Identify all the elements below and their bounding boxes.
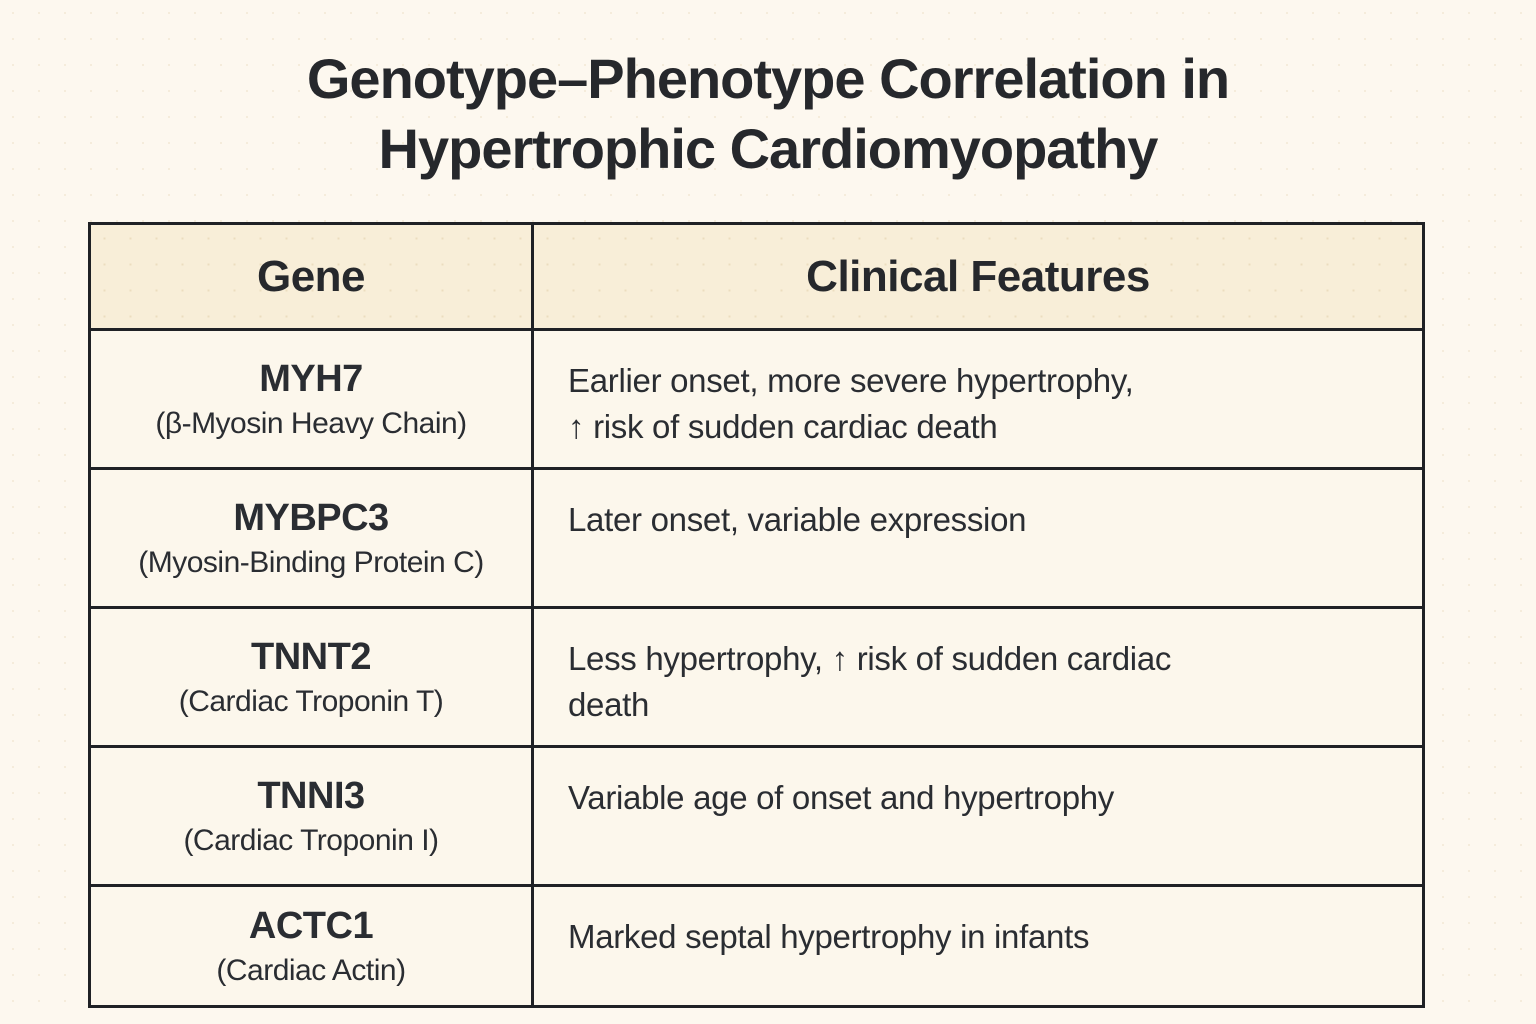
table-row-mybpc3 [90,469,1424,608]
gene-subtitle: (Myosin-Binding Protein C) [138,545,484,579]
clinical-feature-text: death [568,686,650,724]
clinical-features-cell [533,330,1424,469]
clinical-features-cell [533,747,1424,886]
clinical-feature-text: Earlier onset, more severe hypertrophy, [568,362,1134,399]
gene-cell [90,886,533,1007]
table-row-tnnt2 [90,608,1424,747]
clinical-features-cell [533,469,1424,608]
gene-name: MYBPC3 [233,496,389,539]
gene-subtitle: (Cardiac Actin) [216,953,406,987]
gene-name: TNNT2 [251,635,371,678]
gene-subtitle: (β-Myosin Heavy Chain) [155,406,467,440]
gene-name: TNNI3 [257,774,365,817]
clinical-feature-text: Less hypertrophy, ↑ risk of sudden cardiac [568,640,1172,677]
table-row-actc1 [90,886,1424,1007]
page-title-line-2: Hypertrophic Cardiomyopathy [378,117,1158,180]
gene-subtitle: (Cardiac Troponin I) [183,823,439,857]
clinical-feature-text: Variable age of onset and hypertrophy [568,779,1115,816]
page-title-line-1: Genotype–Phenotype Correlation in [306,47,1230,110]
clinical-features-cell [533,608,1424,747]
clinical-feature-text: Later onset, variable expression [568,501,1027,538]
column-header-gene: Gene [90,224,533,330]
column-header-clinical-features: Clinical Features [533,224,1424,330]
clinical-feature-text: ↑ risk of sudden cardiac death [568,408,998,446]
table-row-myh7 [90,330,1424,469]
table-row-tnni3 [90,747,1424,886]
page-title [0,0,1536,184]
gene-cell [90,608,533,747]
gene-phenotype-table [88,222,1425,1008]
clinical-features-cell [533,886,1424,1007]
clinical-feature-text: Marked septal hypertrophy in infants [568,918,1090,955]
gene-cell [90,330,533,469]
gene-name: ACTC1 [248,904,374,947]
gene-subtitle: (Cardiac Troponin T) [178,684,444,718]
table-header-row [90,224,1424,330]
gene-cell [90,469,533,608]
gene-cell [90,747,533,886]
gene-name: MYH7 [259,357,363,400]
